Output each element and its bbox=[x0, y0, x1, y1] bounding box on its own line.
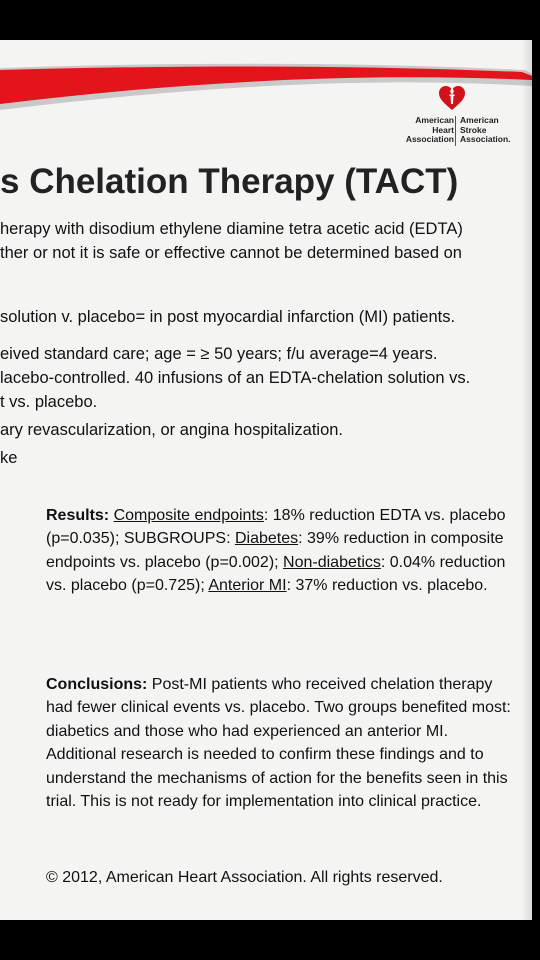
results-text-5: : 37% reduction vs. placebo. bbox=[286, 577, 488, 595]
logo-right-line-2: Stroke bbox=[460, 124, 487, 135]
slide-title: s Chelation Therapy (TACT) bbox=[0, 162, 459, 201]
conclusions-label: Conclusions: bbox=[46, 676, 148, 693]
body-line-6: t vs. placebo. bbox=[0, 393, 98, 411]
results-text-4: : 0.04% reduction vs. placebo (p=0.725); bbox=[46, 553, 506, 595]
body-line-5: lacebo-controlled. 40 infusions of an EDTA-chelation solution vs. bbox=[0, 369, 471, 387]
logo-right-line-1: American bbox=[460, 115, 499, 125]
logo-left-line-2: Heart bbox=[432, 124, 454, 135]
logo-divider bbox=[455, 116, 456, 146]
logo-right-line-3: Association. bbox=[460, 134, 511, 144]
logo-left-line-1: American bbox=[415, 115, 454, 125]
anterior-mi-link: Anterior MI bbox=[208, 577, 287, 595]
results-text-2: : 18% reduction EDTA vs. placebo (p=0.035); SUBGROUPS: bbox=[46, 507, 506, 548]
body-line-4: eived standard care; age = ≥ 50 years; f/u average=4 years. bbox=[0, 345, 438, 363]
asa-logo-text-right bbox=[460, 116, 530, 145]
conclusions-text: Post-MI patients who received chelation therapy had fewer clinical events vs. placebo. Two groups benefited most: diabetics and those who had experienced an anterior MI. Additional research is needed to confirm these findings and to understand the mechanisms of action for the benefits seen in this trial. This is not ready for implementation into clinical practice. bbox=[46, 676, 511, 811]
results-text-3: : 39% reduction in composite endpoints vs. placebo (p=0.002); bbox=[46, 530, 504, 571]
conclusions-block bbox=[46, 673, 521, 813]
aha-logo-text-left bbox=[394, 116, 454, 145]
aha-heart-torch-icon bbox=[438, 84, 466, 112]
slide bbox=[0, 40, 532, 920]
body-line-2: ther or not it is safe or effective cannot be determined based on bbox=[0, 244, 462, 262]
diabetes-link: Diabetes bbox=[234, 530, 299, 548]
body-line-1: herapy with disodium ethylene diamine tetra acetic acid (EDTA) bbox=[0, 220, 463, 238]
composite-endpoints-link: Composite endpoints bbox=[113, 507, 264, 524]
body-line-8: ke bbox=[0, 449, 18, 467]
results-label: Results: bbox=[46, 507, 110, 524]
results-block bbox=[46, 504, 521, 598]
non-diabetics-link: Non-diabetics bbox=[283, 553, 381, 571]
copyright-notice: © 2012, American Heart Association. All rights reserved. bbox=[46, 869, 443, 886]
body-line-7: ary revascularization, or angina hospitalization. bbox=[0, 421, 344, 439]
aha-logo bbox=[394, 80, 532, 150]
slide-edge-shadow bbox=[522, 40, 532, 920]
logo-left-line-3: Association bbox=[405, 134, 454, 144]
body-line-3: solution v. placebo= in post myocardial infarction (MI) patients. bbox=[0, 308, 456, 326]
